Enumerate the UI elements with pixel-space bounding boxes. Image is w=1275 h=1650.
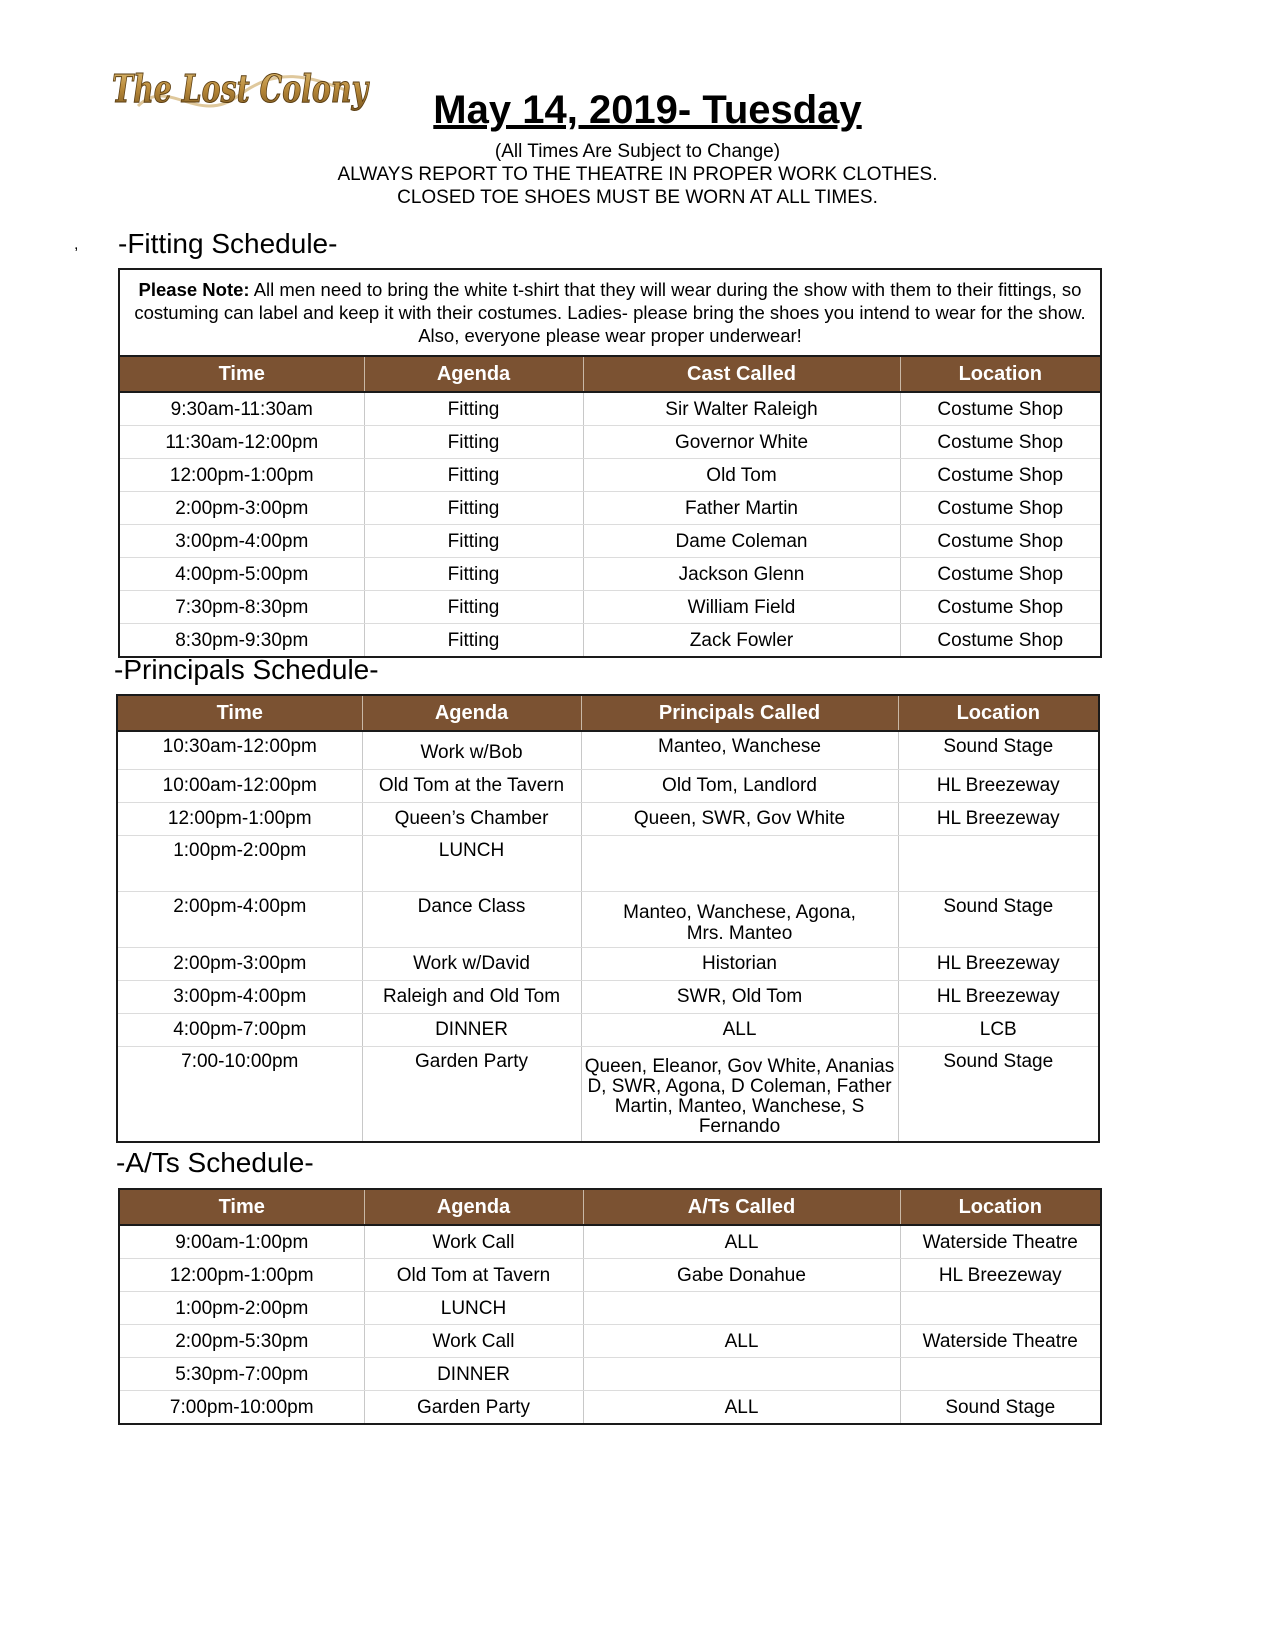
table-row (117, 947, 1099, 980)
table-row (117, 769, 1099, 802)
time-cell: 9:30am-11:30am (119, 392, 364, 426)
table-row (119, 624, 1101, 658)
called-cell: Jackson Glenn (583, 558, 900, 591)
table-row (119, 492, 1101, 525)
location-cell: Costume Shop (900, 426, 1101, 459)
agenda-cell: Fitting (364, 558, 583, 591)
fitting-table (118, 268, 1102, 658)
table-row (119, 426, 1101, 459)
location-cell: Sound Stage (943, 1050, 1054, 1072)
agenda-cell: Fitting (364, 591, 583, 624)
called-cell: Dame Coleman (583, 525, 900, 558)
location-cell: Sound Stage (898, 891, 1099, 947)
location-cell: HL Breezeway (898, 802, 1099, 835)
time-cell: 1:00pm-2:00pm (117, 835, 362, 891)
table-row (117, 891, 1099, 947)
time-cell: 12:00pm-1:00pm (117, 802, 362, 835)
location-cell: HL Breezeway (898, 980, 1099, 1013)
page-title: May 14, 2019- Tuesday (433, 88, 862, 132)
time-cell: 2:00pm-4:00pm (117, 891, 362, 947)
location-cell: LCB (898, 1013, 1099, 1046)
time-cell: 9:00am-1:00pm (119, 1225, 364, 1259)
called-cell (583, 1358, 900, 1391)
agenda-cell: Fitting (364, 624, 583, 658)
table-row (117, 835, 1099, 891)
called-cell: Old Tom (583, 459, 900, 492)
column-header: Time (119, 1189, 364, 1225)
location-cell: Costume Shop (937, 629, 1064, 651)
time-cell: 10:30am-12:00pm (117, 731, 362, 769)
agenda-cell: Raleigh and Old Tom (362, 980, 581, 1013)
called-cell: Zack Fowler (583, 624, 900, 658)
location-cell: Sound Stage (945, 1396, 1056, 1418)
table-row (119, 525, 1101, 558)
called-cell: SWR, Old Tom (581, 980, 898, 1013)
table-row (119, 558, 1101, 591)
called-cell: William Field (583, 591, 900, 624)
agenda-cell: Dance Class (362, 891, 581, 947)
agenda-cell: Old Tom at the Tavern (362, 769, 581, 802)
agenda-cell: Fitting (364, 426, 583, 459)
column-header: Time (119, 356, 364, 392)
time-cell: 2:00pm-5:30pm (119, 1325, 364, 1358)
location-cell: HL Breezeway (900, 1259, 1101, 1292)
agenda-cell: Fitting (364, 492, 583, 525)
called-cell: ALL (583, 1225, 900, 1259)
time-cell: 7:00pm-10:00pm (119, 1391, 364, 1425)
svg-text:The Lost Colony: The Lost Colony (112, 66, 371, 111)
called-cell (581, 835, 898, 891)
agenda-cell: Queen’s Chamber (362, 802, 581, 835)
location-cell: HL Breezeway (898, 947, 1099, 980)
called-cell: Old Tom, Landlord (581, 769, 898, 802)
column-header: Cast Called (583, 356, 900, 392)
note-text: All men need to bring the white t-shirt that they will wear during the show with them to their fittings, so costuming can label and keep it with their costumes. Ladies- please bring the shoes you intend to wear for the show. Also, everyone please wear proper underwear! (134, 279, 1086, 346)
header-notes (0, 140, 1275, 209)
location-cell (900, 1358, 1101, 1391)
column-header: Principals Called (581, 695, 898, 731)
table-row (119, 392, 1101, 426)
time-cell: 7:30pm-8:30pm (119, 591, 364, 624)
location-cell (898, 835, 1099, 891)
time-cell: 12:00pm-1:00pm (119, 459, 364, 492)
principals-heading: -Principals Schedule- (114, 654, 379, 685)
table-row (117, 980, 1099, 1013)
header-note: ALWAYS REPORT TO THE THEATRE IN PROPER WORK CLOTHES. (337, 164, 938, 185)
location-cell: Costume Shop (900, 525, 1101, 558)
agenda-cell: DINNER (362, 1013, 581, 1046)
called-cell: ALL (581, 1013, 898, 1046)
table-row (119, 1391, 1101, 1425)
table-row (117, 802, 1099, 835)
table-row (119, 459, 1101, 492)
header-note: CLOSED TOE SHOES MUST BE WORN AT ALL TIMES. (397, 187, 878, 208)
time-cell: 3:00pm-4:00pm (119, 525, 364, 558)
time-cell: 7:00-10:00pm (117, 1046, 362, 1142)
agenda-cell: LUNCH (362, 835, 581, 891)
stray-mark: , (74, 236, 79, 253)
location-cell: Costume Shop (900, 459, 1101, 492)
fitting-note (119, 269, 1101, 356)
called-cell: Gabe Donahue (583, 1259, 900, 1292)
agenda-cell: Work w/Bob (362, 731, 581, 769)
column-header: Location (898, 695, 1099, 731)
table-row (119, 1225, 1101, 1259)
location-cell: Costume Shop (900, 558, 1101, 591)
agenda-cell: Garden Party (364, 1391, 583, 1425)
called-cell: ALL (583, 1391, 900, 1425)
time-cell: 2:00pm-3:00pm (117, 947, 362, 980)
agenda-cell: Garden Party (362, 1046, 581, 1142)
called-cell (583, 1292, 900, 1325)
table-row (119, 1259, 1101, 1292)
note-label: Please Note: (138, 279, 250, 300)
table-row (117, 1013, 1099, 1046)
agenda-cell: Fitting (364, 459, 583, 492)
time-cell: 12:00pm-1:00pm (119, 1259, 364, 1292)
column-header: A/Ts Called (583, 1189, 900, 1225)
agenda-cell: Work Call (364, 1225, 583, 1259)
location-cell: Costume Shop (900, 392, 1101, 426)
ats-table (118, 1188, 1102, 1425)
time-cell: 1:00pm-2:00pm (119, 1292, 364, 1325)
column-header: Time (117, 695, 362, 731)
location-cell (900, 1292, 1101, 1325)
column-header: Agenda (362, 695, 581, 731)
location-cell: Costume Shop (900, 492, 1101, 525)
ats-heading: -A/Ts Schedule- (116, 1147, 314, 1178)
table-row (117, 731, 1099, 769)
time-cell: 3:00pm-4:00pm (117, 980, 362, 1013)
time-cell: 4:00pm-7:00pm (117, 1013, 362, 1046)
location-cell: Waterside Theatre (900, 1325, 1101, 1358)
location-cell: Waterside Theatre (900, 1225, 1101, 1259)
location-cell: Costume Shop (900, 591, 1101, 624)
called-cell: Father Martin (583, 492, 900, 525)
agenda-cell: Fitting (364, 525, 583, 558)
agenda-cell: LUNCH (364, 1292, 583, 1325)
agenda-cell: Work w/David (362, 947, 581, 980)
column-header: Location (900, 356, 1101, 392)
called-cell: ALL (583, 1325, 900, 1358)
time-cell: 5:30pm-7:00pm (119, 1358, 364, 1391)
principals-table (116, 694, 1100, 1143)
table-row (119, 1325, 1101, 1358)
called-cell: Queen, SWR, Gov White (581, 802, 898, 835)
agenda-cell: DINNER (364, 1358, 583, 1391)
agenda-cell: Old Tom at Tavern (364, 1259, 583, 1292)
fitting-heading: -Fitting Schedule- (118, 228, 338, 259)
time-cell: 8:30pm-9:30pm (119, 624, 364, 658)
agenda-cell: Fitting (364, 392, 583, 426)
time-cell: 2:00pm-3:00pm (119, 492, 364, 525)
header-note: (All Times Are Subject to Change) (494, 141, 781, 162)
location-cell: Sound Stage (898, 731, 1099, 769)
called-cell: Manteo, Wanchese (581, 731, 898, 769)
location-cell: HL Breezeway (898, 769, 1099, 802)
table-row (119, 1358, 1101, 1391)
column-header: Agenda (364, 1189, 583, 1225)
column-header: Agenda (364, 356, 583, 392)
time-cell: 10:00am-12:00pm (117, 769, 362, 802)
called-cell: Manteo, Wanchese, Agona, Mrs. Manteo (581, 891, 898, 947)
agenda-cell: Work Call (364, 1325, 583, 1358)
called-cell: Governor White (583, 426, 900, 459)
table-row (117, 1046, 1099, 1142)
table-row (119, 1292, 1101, 1325)
called-cell: Sir Walter Raleigh (583, 392, 900, 426)
called-cell: Historian (581, 947, 898, 980)
called-cell: Queen, Eleanor, Gov White, Ananias D, SWR, Agona, D Coleman, Father Martin, Manteo, Wanchese, S Fernando (581, 1046, 898, 1142)
time-cell: 4:00pm-5:00pm (119, 558, 364, 591)
table-row (119, 591, 1101, 624)
time-cell: 11:30am-12:00pm (119, 426, 364, 459)
column-header: Location (900, 1189, 1101, 1225)
